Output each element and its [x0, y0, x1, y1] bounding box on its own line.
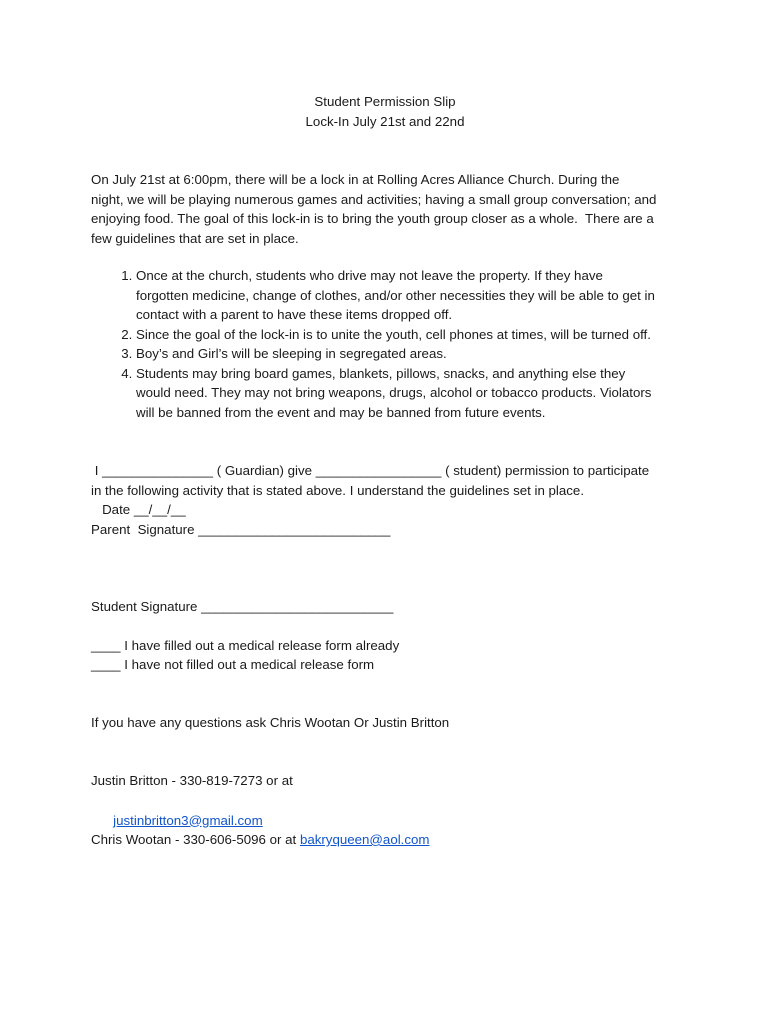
- guideline-line: Since the goal of the lock-in is to unite the youth, cell phones at times, will be turned off.: [136, 326, 651, 342]
- permission-statement: I _______________ ( Guardian) give _________________ ( student) permission to participate: [91, 463, 650, 478]
- intro-line: On July 21st at 6:00pm, there will be a lock in at Rolling Acres Alliance Church. During the: [91, 172, 620, 187]
- guideline-line: Boy’s and Girl’s will be sleeping in segregated areas.: [136, 346, 447, 361]
- guideline-item: [136, 344, 736, 364]
- guideline-line: forgotten medicine, change of clothes, and/or other necessities they will be able to get in: [136, 287, 655, 303]
- medical-filled-option: ____ I have filled out a medical release form already: [91, 638, 400, 653]
- guideline-line: contact with a parent to have these items dropped off.: [136, 307, 453, 322]
- date-field: Date __/__/__: [91, 502, 186, 517]
- guideline-item: [136, 364, 736, 423]
- student-signature-field: Student Signature __________________________: [91, 599, 394, 614]
- justin-contact: Justin Britton - 330-819-7273 or at: [91, 773, 293, 788]
- medical-not-filled-option: ____ I have not filled out a medical release form: [91, 657, 375, 672]
- guideline-item: [136, 266, 736, 325]
- parent-signature-field: Parent Signature __________________________: [91, 522, 391, 537]
- guideline-line: Students may bring board games, blankets, pillows, snacks, and anything else they: [136, 365, 626, 381]
- guideline-line: would need. They may not bring weapons, drugs, alcohol or tobacco products. Violators: [136, 385, 652, 400]
- guidelines-list: [91, 266, 736, 422]
- permission-statement: in the following activity that is stated above. I understand the guidelines set in place.: [91, 483, 585, 498]
- intro-line: few guidelines that are set in place.: [91, 231, 299, 246]
- intro-line: enjoying food. The goal of this lock-in is to bring the youth group closer as a whole. There are a: [91, 211, 654, 226]
- chris-contact-line: [91, 830, 430, 850]
- document-subtitle: Lock-In July 21st and 22nd: [305, 114, 465, 129]
- chris-contact: Chris Wootan - 330-606-5096 or at: [91, 832, 300, 847]
- justin-email-link[interactable]: justinbritton3@gmail.com: [113, 812, 263, 828]
- guideline-line: will be banned from the event and may be banned from future events.: [136, 404, 546, 420]
- questions-note: If you have any questions ask Chris Wootan Or Justin Britton: [91, 715, 450, 730]
- chris-email-link[interactable]: bakryqueen@aol.com: [299, 832, 430, 847]
- intro-line: night, we will be playing numerous games and activities; having a small group conversation; and: [91, 192, 657, 207]
- document-title: Student Permission Slip: [314, 94, 456, 109]
- guideline-item: [136, 325, 736, 345]
- guideline-line: Once at the church, students who drive may not leave the property. If they have: [136, 268, 603, 283]
